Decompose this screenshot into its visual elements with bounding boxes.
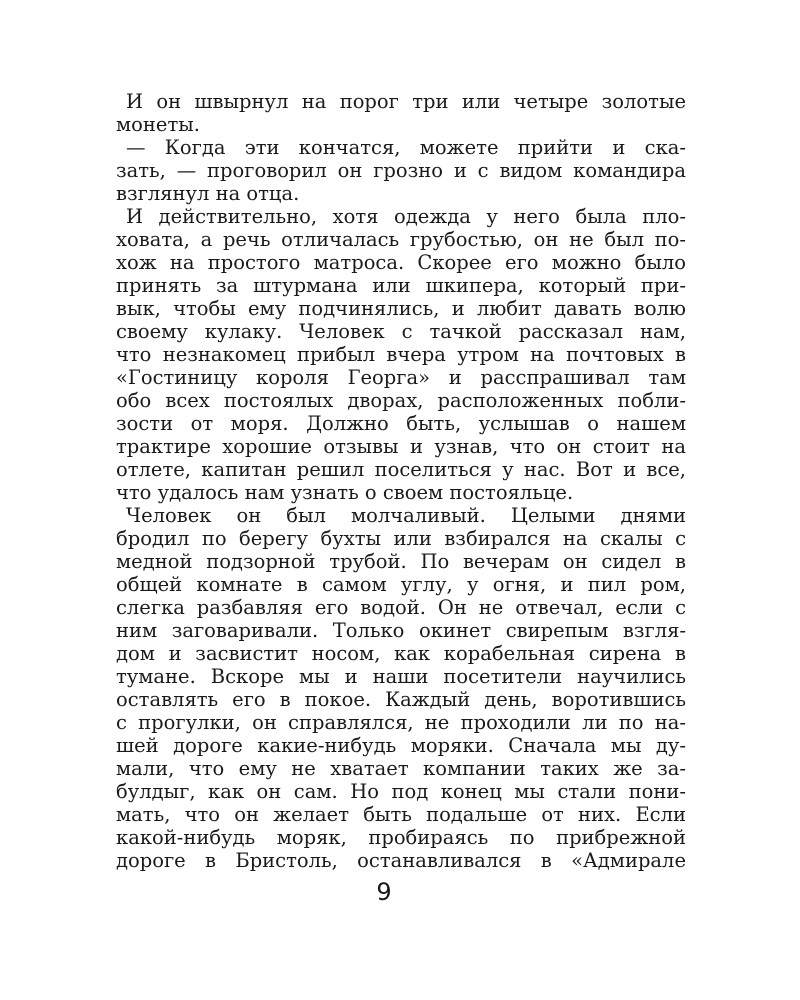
text-line: взглянул на отца. <box>116 182 300 205</box>
text-line: тумане. Вскоре мы и наши посетители научились <box>116 665 686 688</box>
text-line: общей комнате в самом углу, у огня, и пил ром, <box>116 573 686 596</box>
text-line: что незнакомец прибыл вчера утром на почтовых в <box>116 343 686 366</box>
text-line: вык, чтобы ему подчинялись, и любит давать волю <box>116 297 686 320</box>
text-line: слегка разбавляя его водой. Он не отвечал, если с <box>116 596 686 619</box>
text-line: обо всех постоялых дворах, расположенных побли- <box>116 389 686 412</box>
text-line: И действительно, хотя одежда у него была пло- <box>126 205 686 228</box>
text-line: «Гостиницу короля Георга» и расспрашивал там <box>116 366 686 389</box>
text-line: мать, что он желает быть подальше от них. Если <box>116 803 686 826</box>
text-line: — Когда эти кончатся, можете прийти и ска- <box>126 136 686 159</box>
text-line: булдыг, как он сам. Но под конец мы стали пони- <box>116 780 686 803</box>
text-line: с прогулки, он справлялся, не проходили ли по на- <box>116 711 686 734</box>
text-line: зать, — проговорил он грозно и с видом командира <box>116 159 686 182</box>
text-line: дороге в Бристоль, останавливался в «Адмирале <box>116 849 686 872</box>
text-line: ним заговаривали. Только окинет свирепым взгля- <box>116 619 686 642</box>
text-line: шей дороге какие-нибудь моряки. Сначала мы ду- <box>116 734 686 757</box>
text-line: что удалось нам узнать о своем постояльце. <box>116 481 574 504</box>
text-line: монеты. <box>116 113 200 136</box>
page-number: 9 <box>376 878 392 906</box>
text-line: какой-нибудь моряк, пробираясь по прибрежной <box>116 826 686 849</box>
text-line: дом и засвистит носом, как корабельная сирена в <box>116 642 686 665</box>
text-line: оставлять его в покое. Каждый день, воротившись <box>116 688 686 711</box>
text-line: хож на простого матроса. Скорее его можно было <box>116 251 686 274</box>
text-line: бродил по берегу бухты или взбирался на скалы с <box>116 527 686 550</box>
text-line: принять за штурмана или шкипера, который при- <box>116 274 686 297</box>
text-line: трактире хорошие отзывы и узнав, что он стоит на <box>116 435 686 458</box>
text-line: И он швырнул на порог три или четыре золотые <box>126 90 686 113</box>
body-text <box>116 90 686 872</box>
text-line: медной подзорной трубой. По вечерам он сидел в <box>116 550 686 573</box>
text-line: отлете, капитан решил поселиться у нас. Вот и все, <box>116 458 686 481</box>
text-line: ховата, а речь отличалась грубостью, он не был по- <box>116 228 686 251</box>
text-line: своему кулаку. Человек с тачкой рассказал нам, <box>116 320 686 343</box>
text-line: мали, что ему не хватает компании таких же за- <box>116 757 686 780</box>
text-line: зости от моря. Должно быть, услышав о нашем <box>116 412 686 435</box>
text-line: Человек он был молчаливый. Целыми днями <box>126 504 686 527</box>
